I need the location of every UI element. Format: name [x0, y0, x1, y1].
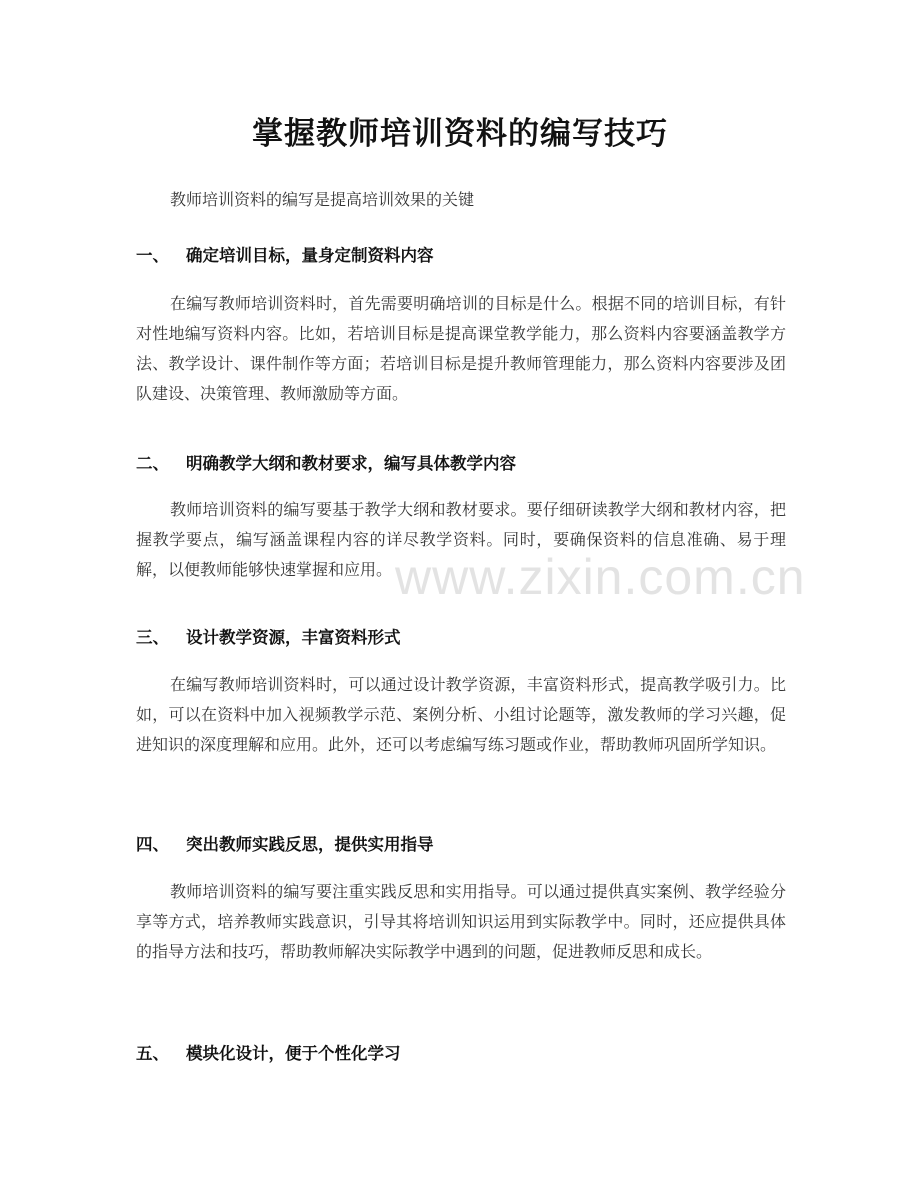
section-title: 设计教学资源，丰富资料形式 [186, 628, 401, 647]
document-title: 掌握教师培训资料的编写技巧 [252, 116, 668, 152]
section-title: 确定培训目标，量身定制资料内容 [186, 246, 434, 265]
section-number: 四、 [136, 835, 169, 854]
section-number: 五、 [136, 1044, 169, 1063]
section-heading-1 [136, 242, 434, 266]
section-heading-2 [136, 450, 516, 474]
section-body-3: 在编写教师培训资料时，可以通过设计教学资源，丰富资料形式，提高教学吸引力。比如，可以在资料中加入视频教学示范、案例分析、小组讨论题等，激发教师的学习兴趣，促进知识的深度理解和应用。此外，还可以考虑编写练习题或作业，帮助教师巩固所学知识。 [136, 675, 786, 754]
section-number: 二、 [136, 454, 169, 473]
section-heading-5 [136, 1040, 401, 1064]
section-heading-3 [136, 624, 401, 648]
section-heading-4 [136, 831, 434, 855]
section-title: 突出教师实践反思，提供实用指导 [186, 835, 434, 854]
section-number: 三、 [136, 628, 169, 647]
section-body-4: 教师培训资料的编写要注重实践反思和实用指导。可以通过提供真实案例、教学经验分享等方式，培养教师实践意识，引导其将培训知识运用到实际教学中。同时，还应提供具体的指导方法和技巧，帮助教师解决实际教学中遇到的问题，促进教师反思和成长。 [136, 882, 786, 961]
section-title: 明确教学大纲和教材要求，编写具体教学内容 [186, 454, 516, 473]
section-number: 一、 [136, 246, 169, 265]
section-title: 模块化设计，便于个性化学习 [186, 1044, 401, 1063]
section-body-1: 在编写教师培训资料时，首先需要明确培训的目标是什么。根据不同的培训目标，有针对性地编写资料内容。比如，若培训目标是提高课堂教学能力，那么资料内容要涵盖教学方法、教学设计、课件制作等方面；若培训目标是提升教师管理能力，那么资料内容要涉及团队建设、决策管理、教师激励等方面。 [136, 294, 786, 403]
intro-paragraph: 教师培训资料的编写是提高培训效果的关键 [170, 190, 475, 209]
watermark-text: www.zixin.com.cn [395, 549, 806, 605]
section-body-2: 教师培训资料的编写要基于教学大纲和教材要求。要仔细研读教学大纲和教材内容，把握教学要点，编写涵盖课程内容的详尽教学资料。同时，要确保资料的信息准确、易于理解，以便教师能够快速掌握和应用。 [136, 500, 786, 579]
